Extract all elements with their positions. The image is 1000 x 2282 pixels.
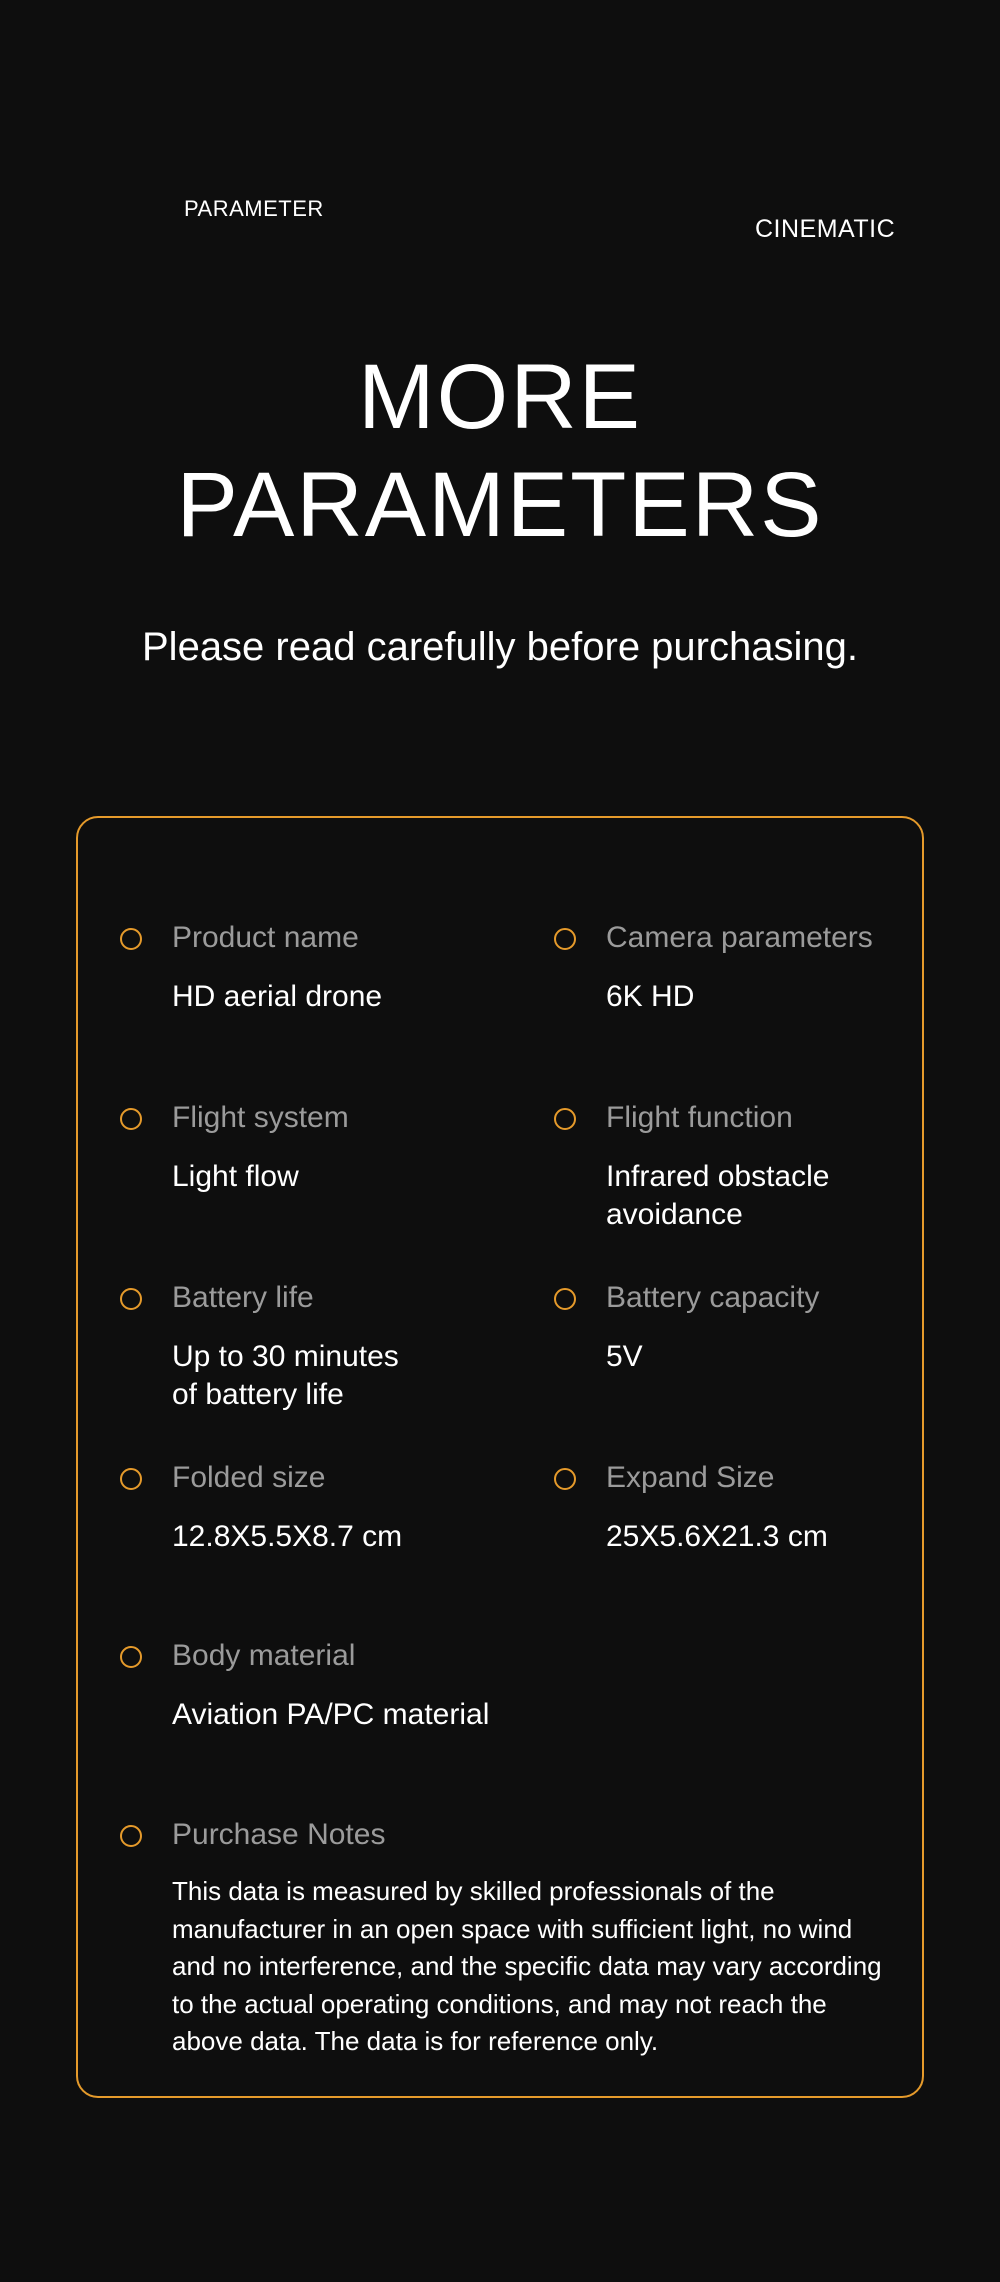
spec-label: Battery capacity [606,1281,820,1314]
spec-label: Flight system [172,1101,349,1134]
spec-value-line: Infrared obstacle [606,1160,830,1193]
spec-value [172,1338,399,1414]
circle-bullet-icon [120,1288,142,1310]
spec-value: 12.8X5.5X8.7 cm [172,1520,403,1553]
circle-bullet-icon [120,1646,142,1668]
spec-label: Purchase Notes [172,1818,386,1851]
purchase-notes-text: This data is measured by skilled professionals of the manufacturer in an open space with sufficient light, no wind and no interference, and the specific data may vary according to the actual operating conditions, and may not reach the above data. The data is for reference only. [172,1876,882,2056]
spec-label: Body material [172,1639,356,1672]
parameters-panel [76,816,924,2098]
spec-value: 6K HD [606,980,695,1013]
circle-bullet-icon [120,1825,142,1847]
spec-value-line: Up to 30 minutes [172,1340,399,1373]
spec-label: Battery life [172,1281,314,1314]
circle-bullet-icon [554,1108,576,1130]
spec-value: Light flow [172,1160,299,1193]
cinematic-label: CINEMATIC [755,215,896,243]
circle-bullet-icon [554,1288,576,1310]
circle-bullet-icon [120,1468,142,1490]
circle-bullet-icon [120,1108,142,1130]
spec-label: Flight function [606,1101,793,1134]
parameter-label: PARAMETER [184,196,324,221]
circle-bullet-icon [554,928,576,950]
page-title-line2: PARAMETERS [176,454,824,556]
spec-label: Expand Size [606,1461,775,1494]
spec-label: Folded size [172,1461,326,1494]
spec-label: Product name [172,921,359,954]
spec-value-line: avoidance [606,1198,743,1231]
page-title-line1: MORE [358,346,642,448]
spec-value: 5V [606,1340,643,1373]
spec-value: HD aerial drone [172,980,383,1013]
circle-bullet-icon [554,1468,576,1490]
page-subtitle: Please read carefully before purchasing. [142,625,858,669]
spec-label: Camera parameters [606,921,873,954]
spec-value [606,1158,829,1234]
spec-value: 25X5.6X21.3 cm [606,1520,828,1553]
circle-bullet-icon [120,928,142,950]
spec-value: Aviation PA/PC material [172,1698,490,1731]
spec-value-line: of battery life [172,1378,344,1411]
